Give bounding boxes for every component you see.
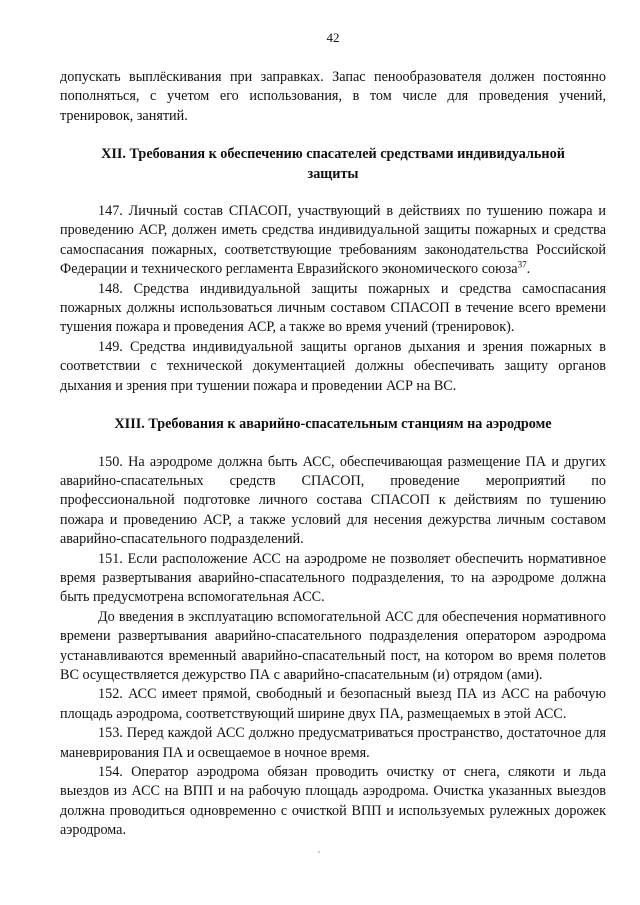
paragraph-147-end: . <box>526 261 531 278</box>
section-13-heading: XIII. Требования к аварийно-спасательным станциям на аэродроме <box>114 416 552 433</box>
intro-paragraph: допускать выплёскивания при заправках. Запас пенообразователя должен постоянно пополняться, с учетом его использования, в том числе для проведения учений, тренировок, занятий. <box>60 69 606 124</box>
paragraph-147 <box>60 202 606 280</box>
footnote-marker[interactable]: 37 <box>517 259 527 270</box>
paragraph-151: 151. Если расположение АСС на аэродроме не позволяет обеспечить нормативное время развертывания аварийно-спасательного подразделения, то на аэродроме должна быть предусмотрена вспомогательная АСС. <box>60 550 606 606</box>
paragraph-147-text: 147. Личный состав СПАСОП, участвующий в действиях по тушению пожара и проведению АСР, должен иметь средства индивидуальной защиты пожарных и средства самоспасания пожарных, соответствующие требованиям законодательства Российской Федерации и технического регламента Евразийского экономического союза <box>60 203 606 278</box>
paragraph-150: 150. На аэродроме должна быть АСС, обеспечивающая размещение ПА и других аварийно-спасательных средств СПАСОП, проведение мероприятий по профессиональной подготовке личного состава СПАСОП к действиям по тушению пожара и проведению АСР, а также условий для несения дежурства личным составом аварийно-спасательного подразделений. <box>60 453 606 548</box>
section-12-heading: XII. Требования к обеспечению спасателей средствами индивидуальной защиты <box>101 146 565 182</box>
paragraph-148: 148. Средства индивидуальной защиты пожарных и средства самоспасания пожарных должны использоваться личным составом СПАСОП в течение всего времени тушения пожара и проведения АСР, а также во время учений (тренировок). <box>60 280 606 336</box>
scan-speck <box>318 851 320 853</box>
paragraph-151-continuation: До введения в эксплуатацию вспомогательной АСС для обеспечения нормативного времени развертывания аварийно-спасательного подразделения оператором аэродрома устанавливаются временный аварийно-спасательный пост, на котором во время полетов ВС осуществляется дежурство ПА с аварийно-спасательным (и) отрядом (ами). <box>60 608 606 683</box>
page-number: 42 <box>326 30 340 45</box>
paragraph-154: 154. Оператор аэродрома обязан проводить очистку от снега, слякоти и льда выездов из АСС на ВПП и на рабочую площадь аэродрома. Очистка указанных выездов должна проводиться одновременно с очисткой ВПП и используемых рулежных дорожек аэродрома. <box>60 764 606 839</box>
paragraph-149: 149. Средства индивидуальной защиты органов дыхания и зрения пожарных в соответствии с технической документацией должны обеспечивать защиту органов дыхания и зрения при тушении пожара и проведении АСР на ВС. <box>60 338 606 394</box>
paragraph-152: 152. АСС имеет прямой, свободный и безопасный выезд ПА из АСС на рабочую площадь аэродрома, соответствующий ширине двух ПА, размещаемых в этой АСС. <box>60 686 606 722</box>
paragraph-153: 153. Перед каждой АСС должно предусматриваться пространство, достаточное для маневрирования ПА и освещаемое в ночное время. <box>60 725 606 761</box>
